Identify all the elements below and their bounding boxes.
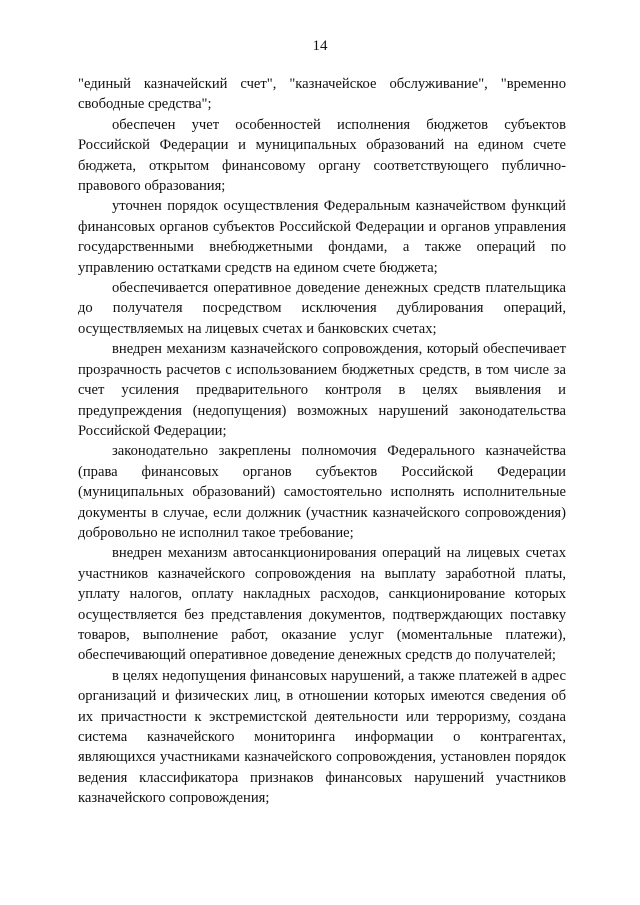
paragraph-terms-continuation: "единый казначейский счет", "казначейское обслуживание", "временно свободные средства"; bbox=[78, 76, 566, 113]
paragraph-funds-delivery: обеспечивается оперативное доведение денежных средств плательщика до получателя посредством исключения дублирования операций, осуществляемых на лицевых счетах и банковских счетах; bbox=[78, 280, 566, 337]
paragraph-budget-accounting: обеспечен учет особенностей исполнения бюджетов субъектов Российской Федерации и муниципальных образований на едином счете бюджета, открытом финансовому органу соответствующего публично-правового образования; bbox=[78, 116, 566, 195]
paragraph-monitoring-system: в целях недопущения финансовых нарушений, а также платежей в адрес организаций и физических лиц, в отношении которых имеются сведения об их причастности к экстремистской деятельности или терроризму, создана система казначейского мониторинга информации о контрагентах, являющихся участниками казначейского сопровождения, установлен порядок ведения классификатора признаков финансовых нарушений участников казначейского сопровождения; bbox=[78, 667, 566, 807]
document-body bbox=[78, 74, 566, 809]
paragraph-treasury-functions: уточнен порядок осуществления Федеральным казначейством функций финансовых органов субъектов Российской Федерации и органов управления государственными внебюджетными фондами, а также операций по управлению остатками средств на едином счете бюджета; bbox=[78, 198, 566, 276]
paragraph-treasury-powers: законодательно закреплены полномочия Федерального казначейства (права финансовых органов субъектов Российской Федерации (муниципальных образований) самостоятельно исполнять исполнительные документы в случае, если должник (участник казначейского сопровождения) добровольно не исполнил такое требование; bbox=[78, 443, 566, 541]
paragraph-treasury-support: внедрен механизм казначейского сопровождения, который обеспечивает прозрачность расчетов с использованием бюджетных средств, в том числе за счет усиления предварительного контроля в целях выявления и предупреждения (недопущения) возможных нарушений законодательства Российской Федерации; bbox=[78, 341, 566, 439]
page-number: 14 bbox=[312, 38, 328, 54]
paragraph-auto-authorization: внедрен механизм автосанкционирования операций на лицевых счетах участников казначейского сопровождения на выплату заработной платы, уплату налогов, оплату накладных расходов, санкционирование которых осуществляется без представления документов, подтверждающих поставку товаров, выполнение работ, оказание услуг (моментальные платежи), обеспечивающий оперативное доведение денежных средств до получателей; bbox=[78, 545, 566, 664]
